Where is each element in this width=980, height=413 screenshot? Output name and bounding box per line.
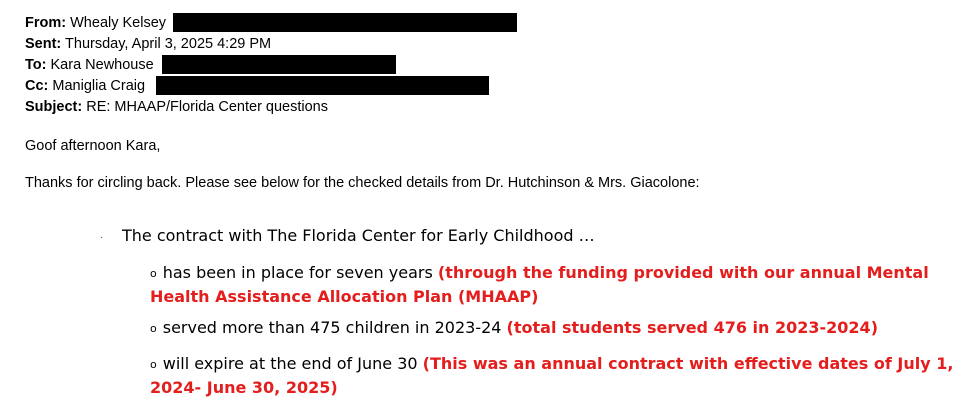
redaction-bar bbox=[173, 13, 517, 32]
to-label: To: bbox=[25, 57, 47, 73]
greeting: Goof afternoon Kara, bbox=[25, 138, 161, 154]
circle-bullet-icon: o bbox=[150, 358, 157, 371]
from-value: Whealy Kelsey bbox=[70, 15, 167, 31]
cc-label: Cc: bbox=[25, 78, 49, 94]
intro-paragraph: Thanks for circling back. Please see below for the checked details from Dr. Hutchinson & Mrs. Giacolone: bbox=[25, 175, 700, 191]
bullet-dot-icon: · bbox=[100, 232, 104, 243]
subject-value: RE: MHAAP/Florida Center questions bbox=[86, 99, 328, 115]
redaction-bar bbox=[156, 76, 489, 95]
cc-value: Maniglia Craig bbox=[52, 78, 146, 94]
sub-point-note: (This was an annual contract with effective dates of July 1, 2024- June 30, 2025) bbox=[150, 354, 954, 397]
sent-line bbox=[25, 35, 271, 53]
circle-bullet-icon: o bbox=[150, 267, 157, 280]
main-point: The contract with The Florida Center for Early Childhood … bbox=[122, 226, 595, 245]
sub-point-text: will expire at the end of June 30 bbox=[162, 354, 423, 373]
circle-bullet-icon: o bbox=[150, 322, 157, 335]
sub-point bbox=[150, 353, 965, 399]
from-line bbox=[25, 14, 166, 32]
sent-label: Sent: bbox=[25, 36, 62, 52]
subject-line bbox=[25, 98, 328, 116]
from-label: From: bbox=[25, 15, 67, 31]
sub-point-text: has been in place for seven years bbox=[162, 263, 438, 282]
subject-label: Subject: bbox=[25, 99, 83, 115]
to-value: Kara Newhouse bbox=[50, 57, 154, 73]
sub-point-text: served more than 475 children in 2023-24 bbox=[162, 318, 507, 337]
cc-line bbox=[25, 77, 145, 95]
sub-point bbox=[150, 262, 965, 308]
sent-value: Thursday, April 3, 2025 4:29 PM bbox=[65, 36, 272, 52]
sub-point-note: (total students served 476 in 2023-2024) bbox=[506, 318, 878, 337]
to-line bbox=[25, 56, 154, 74]
sub-point bbox=[150, 317, 965, 341]
redaction-bar bbox=[162, 55, 396, 74]
sub-point-note: (through the funding provided with our annual Mental Health Assistance Allocation Plan (MHAAP) bbox=[150, 263, 929, 306]
